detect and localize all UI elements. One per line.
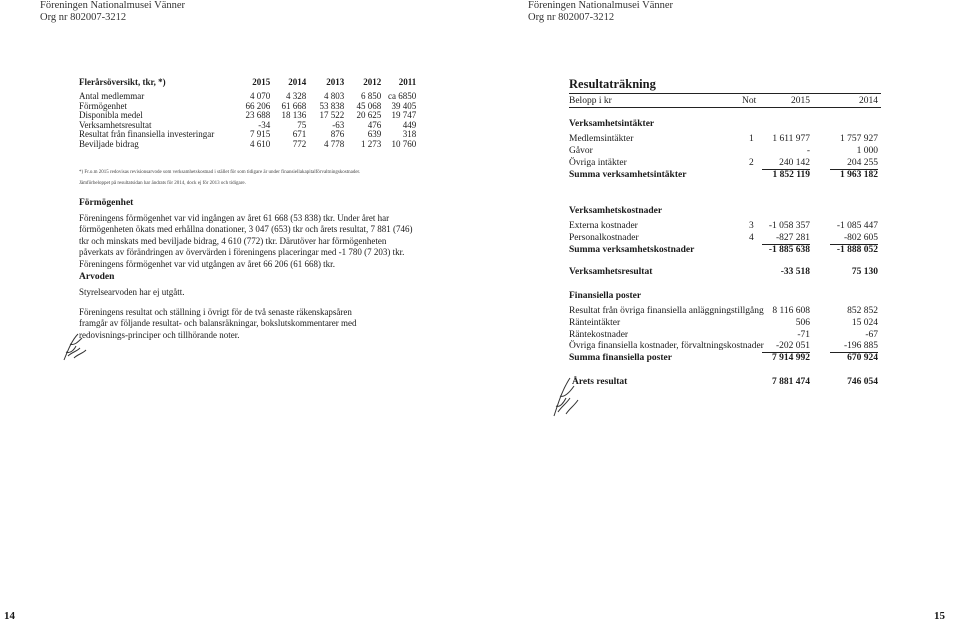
- formogenhet-paragraph: Föreningens förmögenhet var vid ingången av året 61 668 (53 838) tkr. Under året har förmögenheten ökats med erhållna donationer, 3 047 (653) tkr och årets resultat, 7 881 (746) tkr och minskats med beviljade bidrag, 4 610 (772) tkr. Därutöver har förmögenheten påverkats av förändringen av övervärden i föreningens placeringar med -1 780 (7 203) tkr. Föreningens förmögenhet var vid utgången av året 66 206 (61 668) tkr.: [79, 213, 413, 269]
- row-value-2015: 506: [795, 318, 810, 328]
- row-label: Ränteintäkter: [569, 318, 621, 328]
- row-value-2014: -67: [865, 330, 878, 340]
- row-value-2014: -196 885: [843, 341, 878, 351]
- cell: 7 915: [249, 129, 271, 140]
- operating-result-2014: 75 130: [851, 267, 878, 277]
- right-org-name: Föreningen Nationalmusei Vänner: [528, 0, 674, 11]
- row-value-2015: 1 611 977: [772, 134, 810, 144]
- cell: 772: [292, 138, 307, 149]
- row-value-2015: -1 058 357: [768, 221, 810, 231]
- arvoden-paragraph: Styrelsearvoden har ej utgått.: [79, 287, 185, 297]
- multi-year-title: Flerårsöversikt, tkr, *): [79, 77, 166, 87]
- cell: 4 778: [323, 138, 345, 149]
- signature-initials-right: [548, 372, 584, 420]
- row-label: Gåvor: [569, 146, 593, 156]
- cell: ca 6850: [387, 91, 417, 101]
- net-result-2015: 7 881 474: [772, 377, 810, 387]
- row-value-2015: 8 116 608: [772, 306, 810, 316]
- cell: 1 273: [360, 138, 382, 149]
- left-page-header: [40, 0, 185, 24]
- row-label: Medlemsintäkter: [569, 134, 634, 144]
- sum-label: Summa verksamhetskostnader: [569, 245, 695, 255]
- column-2015: 2015: [791, 96, 810, 106]
- cell: 17 522: [319, 110, 345, 121]
- section-finansiella-poster: Finansiella poster: [569, 291, 642, 301]
- footnote: Jämförbeloppet på resultatsidan har ändrats för 2014, dock ej för 2013 och tidigare.: [79, 181, 246, 186]
- title-rule: [569, 93, 881, 94]
- page-number-left: 14: [4, 610, 15, 622]
- sum-label: Summa verksamhetsintäkter: [569, 170, 687, 180]
- row-value-2015: -827 281: [775, 233, 810, 243]
- cell: 876: [330, 129, 345, 140]
- cell: 66 206: [245, 100, 271, 111]
- row-label: Beviljade bidrag: [79, 138, 139, 149]
- cell: 39 405: [391, 100, 417, 111]
- year-header: 2011: [398, 77, 417, 87]
- operating-result-label: Verksamhetsresultat: [569, 267, 653, 277]
- right-org-nr: Org nr 802007-3212: [528, 12, 615, 23]
- row-label: Resultat från övriga finansiella anläggningstillgång: [569, 306, 764, 316]
- net-result-label: Årets resultat: [572, 377, 628, 387]
- cell: -34: [258, 119, 271, 130]
- row-label: Personalkostnader: [569, 233, 639, 243]
- multi-year-header-row: [79, 78, 416, 92]
- row-not: 4: [749, 233, 754, 243]
- year-header: 2013: [326, 77, 345, 87]
- cell: 4 803: [323, 91, 345, 101]
- column-not: Not: [742, 96, 757, 106]
- section-title-formogenhet: Förmögenhet: [79, 198, 134, 208]
- cell: 4 610: [249, 138, 271, 149]
- sum-value-2015: -1 885 638: [768, 245, 810, 255]
- cell: 318: [402, 129, 417, 140]
- table-row: [79, 140, 416, 150]
- cell: 4 070: [249, 91, 271, 101]
- row-value-2014: 204 255: [847, 158, 878, 168]
- column-2014: 2014: [859, 96, 878, 106]
- left-org-nr: Org nr 802007-3212: [40, 12, 127, 23]
- sum-value-2014: 670 924: [847, 353, 878, 363]
- cell: 19 747: [391, 110, 417, 121]
- row-not: 3: [749, 221, 754, 231]
- operating-result-2015: -33 518: [780, 267, 810, 277]
- sum-value-2014: -1 888 052: [836, 245, 878, 255]
- row-label: Antal medlemmar: [79, 91, 145, 101]
- cell: 639: [367, 129, 382, 140]
- page-number-right: 15: [934, 610, 945, 622]
- row-label: Disponibla medel: [79, 110, 143, 121]
- cell: 45 068: [356, 100, 382, 111]
- sum-value-2015: 1 852 119: [772, 170, 810, 180]
- sum-value-2014: 1 963 182: [840, 170, 878, 180]
- net-result-2014: 746 054: [847, 377, 878, 387]
- sum-label: Summa finansiella poster: [569, 353, 672, 363]
- column-label: Belopp i kr: [569, 96, 612, 106]
- row-label: Räntekostnader: [569, 330, 629, 340]
- row-value-2015: -: [806, 146, 810, 156]
- right-page-header: [528, 0, 673, 24]
- multi-year-table: [79, 78, 416, 150]
- income-statement-title: Resultaträkning: [569, 77, 656, 91]
- row-value-2014: -1 085 447: [836, 221, 878, 231]
- year-header: 2015: [252, 77, 271, 87]
- row-label: Externa kostnader: [569, 221, 638, 231]
- signature-initials-left: [60, 330, 90, 364]
- cell: 449: [402, 119, 417, 130]
- cell: 4 328: [285, 91, 307, 101]
- cell: 6 850: [360, 91, 382, 101]
- arvoden-paragraph-2: Föreningens resultat och ställning i övrigt för de två senaste räkenskapsåren framgår av följande resultat- och balansräkningar, bokslutskommentarer med redovisnings-principer och tillhörande noter.: [79, 307, 357, 340]
- row-value-2015: 240 142: [779, 158, 810, 168]
- row-label: Förmögenhet: [79, 100, 127, 111]
- section-verksamhetsintakter: Verksamhetsintäkter: [569, 119, 655, 129]
- section-verksamhetskostnader: Verksamhetskostnader: [569, 206, 663, 216]
- cell: 476: [367, 119, 382, 130]
- row-not: 1: [749, 134, 754, 144]
- cell: 18 136: [281, 110, 307, 121]
- row-value-2015: -71: [797, 330, 810, 340]
- header-rule: [569, 107, 881, 108]
- cell: 75: [297, 119, 307, 130]
- cell: 53 838: [319, 100, 345, 111]
- footnote: *) Fr.o.m 2015 redovisas revisionsarvode som verksamhetskostnad i stället för som tidigare är under finansiellakapitalförvaltningskostnader.: [79, 170, 361, 175]
- cell: 671: [292, 129, 307, 140]
- row-not: 2: [749, 158, 754, 168]
- row-label: Resultat från finansiella investeringar: [79, 129, 215, 140]
- year-header: 2014: [288, 77, 307, 87]
- row-value-2014: 15 024: [851, 318, 878, 328]
- cell: 61 668: [281, 100, 307, 111]
- row-value-2014: -802 605: [843, 233, 878, 243]
- left-org-name: Föreningen Nationalmusei Vänner: [40, 0, 186, 11]
- cell: -63: [332, 119, 345, 130]
- sum-value-2015: 7 914 992: [772, 353, 810, 363]
- cell: 20 625: [356, 110, 382, 121]
- section-title-arvoden: Arvoden: [79, 272, 115, 282]
- cell: 10 760: [391, 138, 417, 149]
- row-label: Övriga finansiella kostnader, förvaltningskostnader: [569, 341, 764, 351]
- row-value-2014: 1 000: [856, 146, 878, 156]
- year-header: 2012: [363, 77, 382, 87]
- row-value-2015: -202 051: [775, 341, 810, 351]
- row-label: Verksamhetsresultat: [79, 119, 152, 130]
- row-label: Övriga intäkter: [569, 158, 627, 168]
- cell: 23 688: [245, 110, 271, 121]
- row-value-2014: 1 757 927: [840, 134, 878, 144]
- row-value-2014: 852 852: [847, 306, 878, 316]
